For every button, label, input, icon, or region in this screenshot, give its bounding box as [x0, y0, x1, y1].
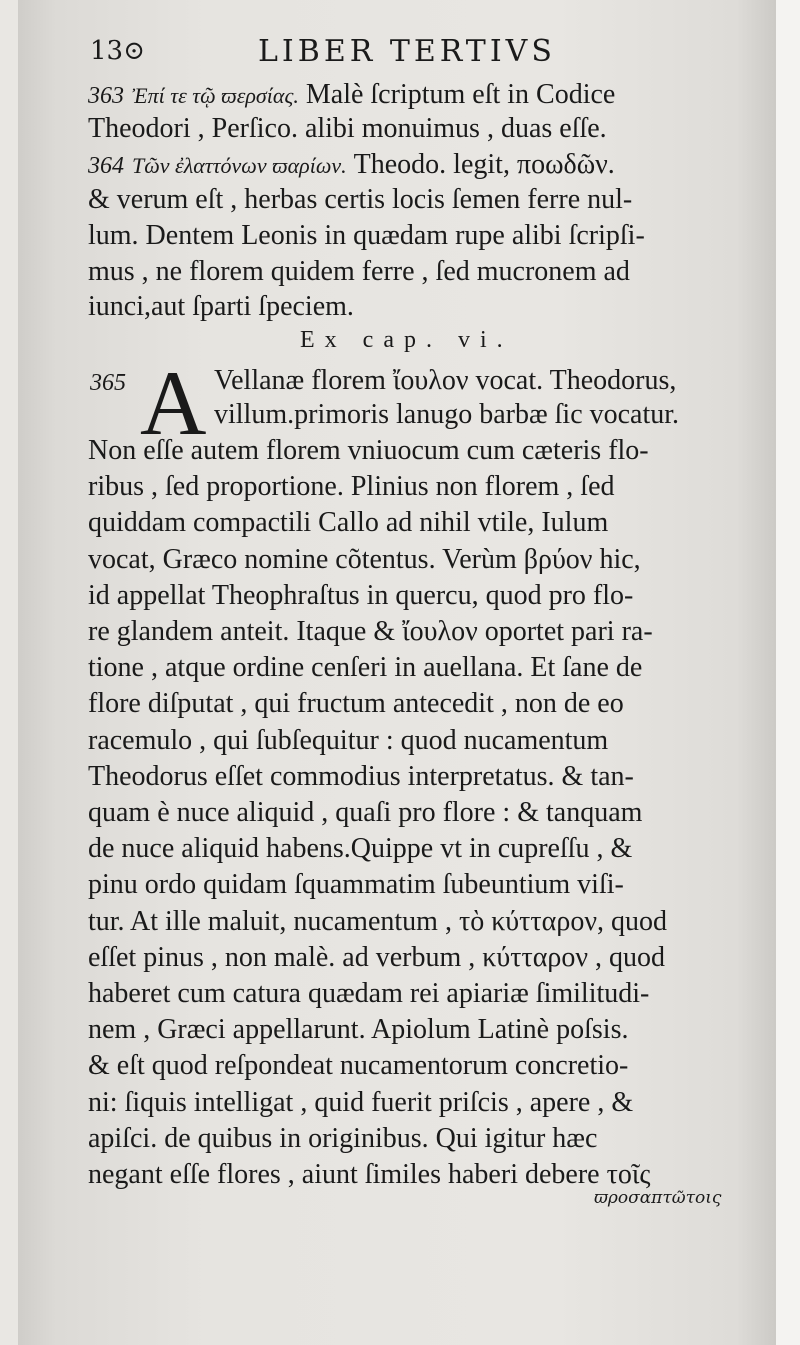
text-line — [88, 1011, 628, 1049]
drop-cap: A — [140, 352, 207, 454]
text-line — [88, 253, 630, 291]
line-text: id appellat Theophraſtus in quercu, quod pro flo- — [88, 579, 634, 611]
entry-number: 364 — [88, 153, 124, 179]
line-text: iunci,aut ſparti ſpeciem. — [88, 291, 354, 322]
text-line — [88, 866, 624, 904]
line-text: & verum eſt , herbas certis locis ſemen ferre nul- — [88, 184, 633, 215]
greek-lemma: Ἐπί τε τῷ ϖερσίας. — [132, 83, 299, 108]
text-line — [88, 76, 615, 114]
line-text: negant eſſe flores , aiunt ſimiles haberi debere τοῖς — [88, 1159, 651, 1190]
line-text: racemulo , qui ſubſequitur : quod nucamentum — [88, 724, 609, 756]
line-text: flore diſputat , qui fructum antecedit , non de eo — [88, 688, 624, 720]
line-text: quam è nuce aliquid , quaſi pro flore : & tanquam — [88, 797, 643, 828]
running-title: LIBER TERTIVS — [258, 34, 556, 69]
text-line — [88, 1156, 650, 1194]
text-line — [88, 794, 642, 832]
line-text: Theodori , Perſico. alibi monuimus , duas eſſe. — [88, 113, 607, 144]
text-line — [88, 685, 624, 723]
line-text: tione , atque ordine cenſeri in auellana. Et ſane de — [88, 652, 643, 684]
line-text: quiddam compactili Callo ad nihil vtile, Iulum — [88, 507, 609, 539]
text-line — [88, 432, 649, 470]
text-line — [88, 1084, 633, 1122]
line-text: pinu ordo quidam ſquammatim ſubeuntium viſi- — [88, 869, 624, 901]
line-text: lum. Dentem Leonis in quædam rupe alibi ſcripſi- — [88, 220, 645, 251]
line-text: ribus , ſed proportione. Plinius non florem , ſed — [88, 471, 615, 503]
text-line — [88, 939, 665, 977]
text-line — [88, 1120, 597, 1158]
running-head — [90, 34, 780, 74]
text-line — [88, 577, 633, 615]
text-line — [88, 830, 632, 868]
page-number: 13⊙ — [90, 36, 145, 66]
text-line — [88, 288, 354, 326]
text-line — [214, 396, 679, 434]
line-text: villum.primoris lanugo barbæ ſic vocatur. — [214, 399, 680, 430]
section-heading: Ex cap. vi. — [300, 327, 513, 353]
line-text: Theodorus eſſet commodius interpretatus. & tan- — [88, 760, 634, 792]
text-line — [88, 1047, 628, 1085]
line-text: apiſci. de quibus in originibus. Qui igitur hæc — [88, 1122, 598, 1154]
catchword: ϖροσαπτῶτοις — [594, 1188, 722, 1208]
text-line — [88, 722, 608, 760]
text-line — [88, 110, 607, 148]
text-line — [88, 758, 634, 796]
line-text: Theodo. legit, ποωδῶν. — [346, 149, 615, 180]
line-text: haberet cum catura quædam rei apiariæ ſimilitudi- — [88, 978, 650, 1009]
text-line — [88, 504, 608, 542]
line-text: & eſt quod reſpondeat nucamentorum concretio- — [88, 1050, 629, 1082]
text-line — [88, 181, 632, 219]
greek-lemma: Τῶν ἐλαττόνων ϖαρίων. — [132, 153, 347, 178]
text-line — [88, 468, 615, 506]
line-text: Non eſſe autem florem vniuocum cum cæteris flo- — [88, 435, 649, 466]
line-text: mus , ne florem quidem ferre , ſed mucronem ad — [88, 256, 630, 287]
text-line — [88, 146, 615, 184]
page-margin-edge — [776, 0, 800, 1345]
line-text: tur. At ille maluit, nucamentum , τὸ κύτταρον, quod — [88, 905, 667, 937]
text-line — [88, 217, 645, 255]
text-line — [88, 649, 642, 687]
line-text: de nuce aliquid habens.Quippe vt in cupreſſu , & — [88, 833, 633, 865]
line-text: Vellanæ florem ἴουλον vocat. Theodorus, — [214, 365, 677, 396]
line-text: re glandem anteit. Itaque & ἴουλον oportet pari ra- — [88, 616, 653, 647]
entry-number: 365 — [90, 370, 126, 396]
text-line — [88, 613, 653, 651]
line-text: Malè ſcriptum eſt in Codice — [298, 79, 616, 110]
text-line — [88, 903, 667, 941]
text-line — [88, 541, 641, 579]
line-text: eſſet pinus , non malè. ad verbum , κύτταρον , quod — [88, 941, 666, 973]
line-text: ni: ſiquis intelligat , quid fuerit priſcis , apere , & — [88, 1086, 634, 1118]
entry-number: 363 — [88, 83, 124, 109]
line-text: vocat, Græco nomine cõtentus. Verùm βρύον hic, — [88, 543, 641, 575]
text-line — [88, 975, 649, 1013]
line-text: nem , Græci appellarunt. Apiolum Latinè poſsis. — [88, 1014, 629, 1046]
text-line — [214, 362, 676, 400]
